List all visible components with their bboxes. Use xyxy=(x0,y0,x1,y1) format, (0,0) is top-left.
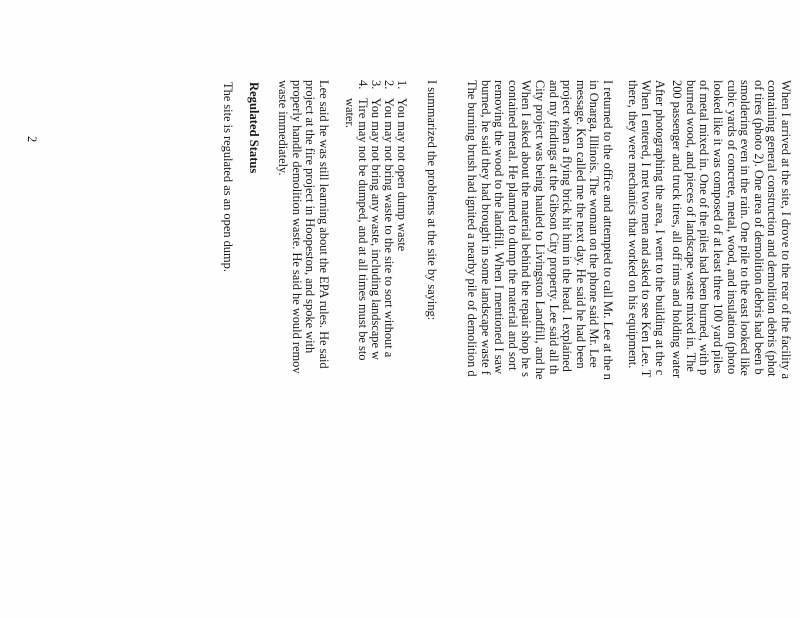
text-line: I returned to the office and attempted to call Mr. Lee at the n xyxy=(601,80,615,380)
text-line: there, they were mechanics that worked on his equipment. xyxy=(625,80,640,369)
text-line: 200 passenger and truck tires, all off rims and holding water xyxy=(670,80,685,379)
list-text: You may not bring waste to the site to sort without a xyxy=(382,98,396,358)
text-line: burned wood, and pieces of landscape waste mixed in. The xyxy=(683,80,698,372)
text-line: City project was being hauled to Livingston Landfill, and he xyxy=(533,80,548,380)
text-line: When I arrived at the site, I drove to the rear of the facility a xyxy=(779,80,793,379)
list-text: You may not open dump waste xyxy=(395,98,409,252)
text-line: looked like it was composed of at least three 100 yard piles xyxy=(711,80,726,374)
list-number: 4. xyxy=(356,80,370,90)
text-line: containing general construction and demolition debris (phot xyxy=(765,80,780,377)
text-line: removing the wood to the landfill. When I mentioned I saw xyxy=(492,80,507,374)
text-line: burned, he said they had brought in some landscape waste f xyxy=(478,80,493,375)
list-number: 2. xyxy=(382,80,396,90)
text-line: project at the fire project in Hoopeston, and spoke with xyxy=(303,80,318,354)
text-line: message. Ken called me the next day. He said he had been xyxy=(573,80,588,369)
text-line: When I entered, I met two men and asked to see Ken Lee. T xyxy=(639,80,654,378)
text-line: project when a flying brick hit him in the head. I explained xyxy=(560,80,575,372)
paragraph-arrival xyxy=(670,80,792,379)
text-line: in Onarga, Illinois. The woman on the phone said Mr. Lee xyxy=(587,80,602,368)
page-number: 2 xyxy=(25,136,39,143)
status-text: The site is regulated as an open dump. xyxy=(221,82,235,272)
text-line: After photographing the area, I went to the building at the c xyxy=(653,80,667,376)
text-line: The burning brush had ignited a nearby pile of demolition d xyxy=(465,80,480,377)
paragraph-photographing xyxy=(625,80,666,377)
text-line: of tires (photo 2). One area of demolition debris had been b xyxy=(751,80,766,375)
section-heading: Regulated Status xyxy=(247,82,261,174)
summary-line: I summarized the problems at the site by saying: xyxy=(425,80,439,321)
text-line: contained metal. He planned to dump the material and sort xyxy=(505,80,520,371)
text-line: cubic yards of concrete, metal, wood, and insulation (photo xyxy=(724,80,739,375)
text-line: properly handle demolition waste. He said he would remov xyxy=(289,80,304,374)
list-text: You may not bring any waste, including landscape w xyxy=(369,98,383,360)
text-line: When I asked about the material behind the repair shop he s xyxy=(519,80,534,377)
paragraph-phone-call xyxy=(464,80,614,380)
list-number: 1. xyxy=(395,80,409,90)
text-line: waste immediately. xyxy=(276,80,291,176)
text-line: of metal mixed in. One of the piles had been burned, with p xyxy=(697,80,712,376)
text-line: smoldering even in the rain. One pile to the east looked like xyxy=(738,80,753,376)
paragraph-epa-rules xyxy=(276,80,330,374)
text-line: and my findings at the Gibson City property. Lee said all th xyxy=(546,80,561,375)
list-text: Tire may not be dumped, and at all times must be sto xyxy=(356,98,370,361)
text-line: Lee said he was still learning about the EPA rules. He said xyxy=(317,80,331,369)
list-text-continued: water. xyxy=(343,98,357,128)
list-number: 3. xyxy=(369,80,383,90)
